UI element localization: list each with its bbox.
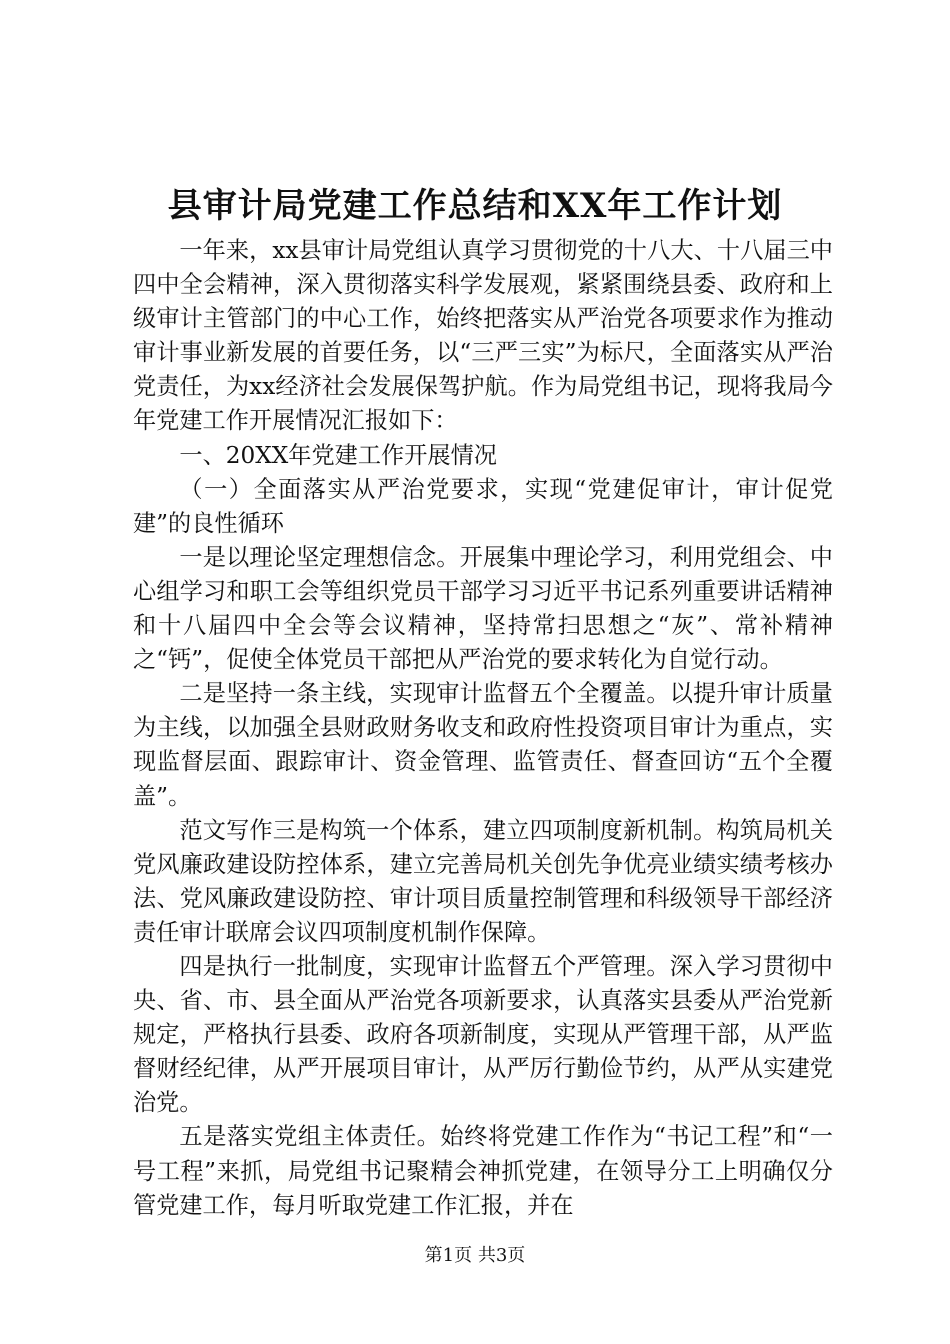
body-paragraph: 二是坚持一条主线，实现审计监督五个全覆盖。以提升审计质量为主线，以加强全县财政财务收支和政府性投资项目审计为重点，实现监督层面、跟踪审计、资金管理、监管责任、督查回访“五个全覆盖”。 — [133, 680, 833, 810]
subsection-heading: （一）全面落实从严治党要求，实现“党建促审计，审计促党建”的良性循环 — [133, 475, 833, 537]
body-paragraph: 范文写作三是构筑一个体系，建立四项制度新机制。构筑局机关党风廉政建设防控体系，建立完善局机关创先争优亮业绩实绩考核办法、党风廉政建设防控、审计项目质量控制管理和科级领导干部经济责任审计联席会议四项制度机制作保障。 — [133, 816, 833, 946]
document-body — [133, 234, 833, 1223]
intro-paragraph: 一年来，xx县审计局党组认真学习贯彻党的十八大、十八届三中四中全会精神，深入贯彻落实科学发展观，紧紧围绕县委、政府和上级审计主管部门的中心工作，始终把落实从严治党各项要求作为推动审计事业新发展的首要任务，以“三严三实”为标尺，全面落实从严治党责任，为xx经济社会发展保驾护航。作为局党组书记，现将我局今年党建工作开展情况汇报如下： — [133, 237, 833, 435]
body-paragraph: 五是落实党组主体责任。始终将党建工作作为“书记工程”和“一号工程”来抓，局党组书记聚精会神抓党建，在领导分工上明确仅分管党建工作，每月听取党建工作汇报，并在 — [133, 1123, 833, 1219]
body-paragraph: 四是执行一批制度，实现审计监督五个严管理。深入学习贯彻中央、省、市、县全面从严治党各项新要求，认真落实县委从严治党新规定，严格执行县委、政府各项新制度，实现从严管理干部，从严监督财经纪律，从严开展项目审计，从严厉行勤俭节约，从严从实建党治党。 — [133, 952, 833, 1117]
body-paragraph: 一是以理论坚定理想信念。开展集中理论学习，利用党组会、中心组学习和职工会等组织党员干部学习习近平书记系列重要讲话精神和十八届四中全会等会议精神，坚持常扫思想之“灰”、常补精神之“钙”，促使全体党员干部把从严治党的要求转化为自觉行动。 — [133, 543, 833, 674]
section-heading: 一、20XX年党建工作开展情况 — [179, 441, 497, 469]
page-number-footer: 第1页 共3页 — [424, 1245, 526, 1266]
document-title: 县审计局党建工作总结和XX年工作计划 — [167, 186, 783, 226]
